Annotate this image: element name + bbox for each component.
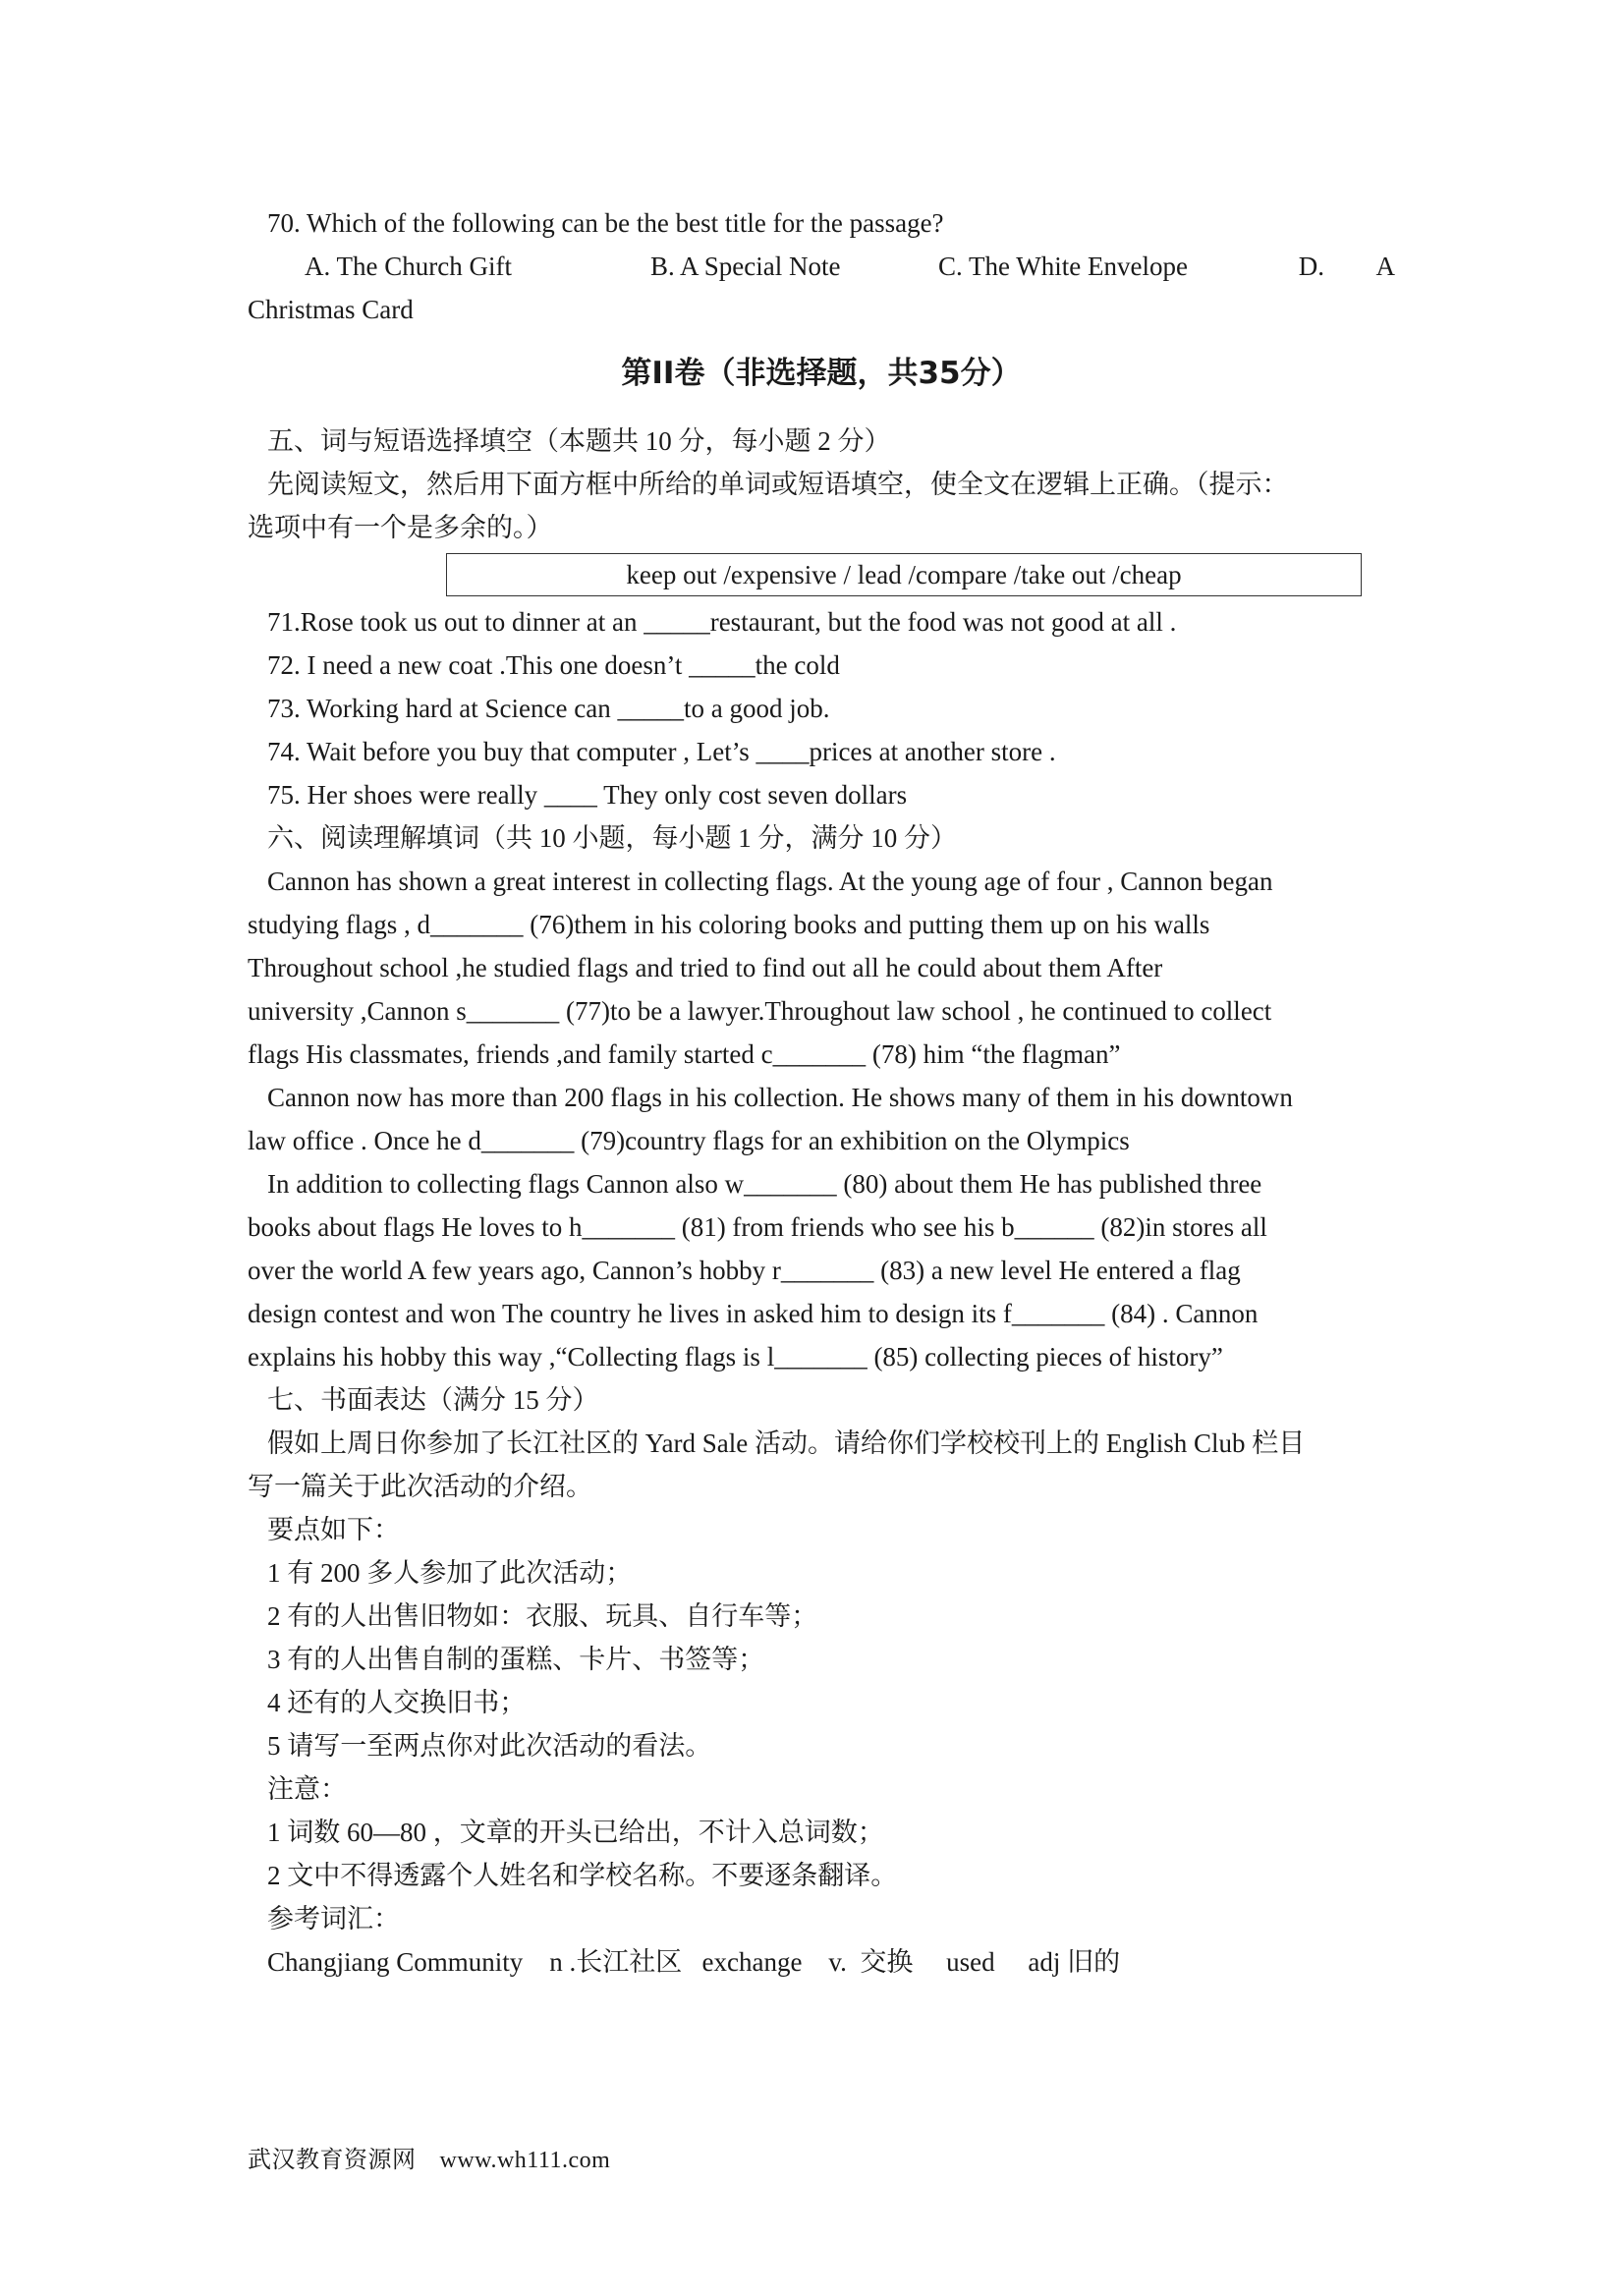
question-74: 74. Wait before you buy that computer , Let’s ____prices at another store . [267,737,1056,766]
question-71: 71.Rose took us out to dinner at an _____restaurant, but the food was not good at all . [267,607,1177,637]
vocab-line: Changjiang Community n .长江社区 exchange v. 交换 used adj 旧的 [267,1947,1121,1977]
point-item: 3 有的人出售自制的蛋糕、卡片、书签等； [267,1645,765,1674]
point-item: 1 有 200 多人参加了此次活动； [267,1558,633,1588]
passage-line: explains his hobby this way ,“Collecting flags is l_______ (85) collecting pieces of history” [248,1342,1223,1372]
passage-line: flags His classmates, friends ,and family started c_______ (78) him “the flagman” [248,1039,1121,1069]
notes-label: 注意： [267,1774,347,1804]
q70-option-a: A. The Church Gift [305,252,512,281]
point-item: 4 还有的人交换旧书； [267,1688,527,1717]
passage-line: books about flags He loves to h_______ (81) from friends who see his b______ (82)in stores all [248,1212,1267,1242]
passage-line: design contest and won The country he lives in asked him to design its f_______ (84) . Cannon [248,1299,1259,1328]
q70-question: 70. Which of the following can be the best title for the passage? [267,208,944,238]
point-item: 2 有的人出售旧物如：衣服、玩具、自行车等； [267,1601,818,1631]
passage-paragraph-3 [248,1162,1395,1378]
note-item: 1 词数 60—80 ，文章的开头已给出，不计入总词数； [267,1818,884,1847]
point-item: 5 请写一至两点你对此次活动的看法。 [267,1731,712,1761]
section5-instruction-line2: 选项中有一个是多余的。） [248,513,553,542]
footer-url: www.wh111.com [439,2148,611,2173]
word-box: keep out /expensive / lead /compare /take out /cheap [446,553,1362,596]
q70-option-d: D. A [1298,252,1395,281]
question-75: 75. Her shoes were really ____ They only cost seven dollars [267,780,908,810]
passage-line: over the world A few years ago, Cannon’s hobby r_______ (83) a new level He entered a flag [248,1256,1241,1285]
q70-option-b: B. A Special Note [650,252,841,281]
passage-paragraph-1 [248,860,1395,1076]
part2-title: 第II卷（非选择题，共35分） [621,356,1022,391]
passage-line: Cannon now has more than 200 flags in his collection. He shows many of them in his downtown [267,1083,1293,1112]
passage-line: university ,Cannon s_______ (77)to be a lawyer.Throughout law school , he continued to collect [248,996,1272,1026]
note-item: 2 文中不得透露个人姓名和学校名称。不要逐条翻译。 [267,1861,898,1890]
section5-heading: 五、词与短语选择填空（本题共 10 分，每小题 2 分） [267,426,891,456]
passage-line: Cannon has shown a great interest in collecting flags. At the young age of four , Cannon began [267,867,1273,896]
section7-heading: 七、书面表达（满分 15 分） [267,1385,599,1415]
passage-line: Throughout school ,he studied flags and tried to find out all he could about them After [248,953,1163,982]
section5-instruction-line1: 先阅读短文，然后用下面方框中所给的单词或短语填空，使全文在逻辑上正确。（提示： [267,470,1289,499]
passage-line: studying flags , d_______ (76)them in his coloring books and putting them up on his walls [248,910,1210,939]
q70-option-d-wrap: Christmas Card [248,295,414,324]
q70-option-c: C. The White Envelope [938,252,1188,281]
passage-line: In addition to collecting flags Cannon also w_______ (80) about them He has published three [267,1169,1262,1199]
section7-prompt-line1: 假如上周日你参加了长江社区的 Yard Sale 活动。请给你们学校校刊上的 English Club 栏目 [267,1428,1306,1458]
exam-content [248,201,1395,1984]
section7-prompt-line2: 写一篇关于此次活动的介绍。 [248,1472,592,1501]
question-72: 72. I need a new coat .This one doesn’t _____the cold [267,650,840,680]
q70-options [248,245,1395,288]
question-73: 73. Working hard at Science can _____to a good job. [267,694,830,723]
footer-site-name: 武汉教育资源网 [248,2148,417,2173]
passage-line: law office . Once he d_______ (79)country flags for an exhibition on the Olympics [248,1126,1130,1155]
vocab-label: 参考词汇： [267,1904,400,1933]
page-footer [248,2144,610,2177]
points-label: 要点如下： [267,1515,400,1544]
section6-heading: 六、阅读理解填词（共 10 小题，每小题 1 分，满分 10 分） [267,823,957,853]
passage-paragraph-2 [248,1076,1395,1162]
